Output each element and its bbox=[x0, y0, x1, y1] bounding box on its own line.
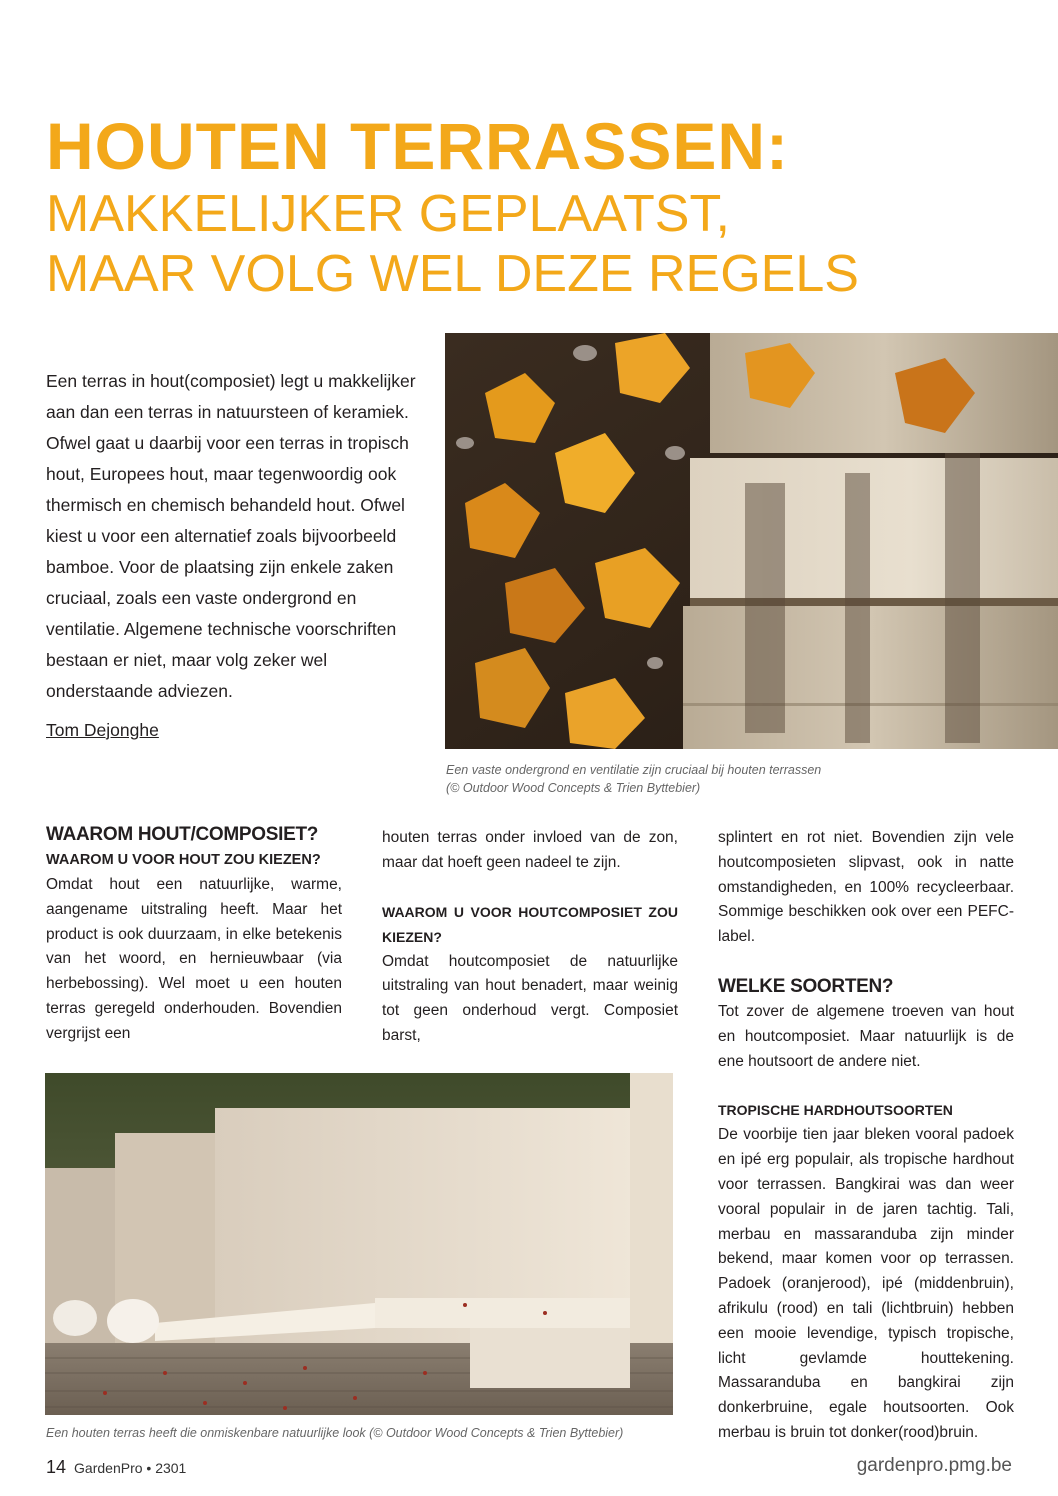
col3-paragraph-1: splintert en rot niet. Bovendien zijn vele houtcomposieten slipvast, ook in natte omstandigheden, en 100% recycleerbaar. Sommige beschikken ook over een PEFC-label. bbox=[718, 829, 1014, 946]
photo1-caption bbox=[446, 761, 1046, 797]
section-heading-types: WELKE SOORTEN? bbox=[718, 975, 894, 997]
headline-sub-line2: MAAR VOLG WEL DEZE REGELS bbox=[46, 245, 859, 303]
column-2 bbox=[382, 826, 678, 1049]
subheading-tropical-hardwood: TROPISCHE HARDHOUTSOORTEN bbox=[718, 1102, 953, 1119]
col2-paragraph-1: houten terras onder invloed van de zon, maar dat hoeft geen nadeel te zijn. bbox=[382, 829, 678, 871]
page-number: 14 bbox=[46, 1457, 67, 1477]
footer-url: gardenpro.pmg.be bbox=[856, 1455, 1012, 1476]
photo-terrace-bench bbox=[45, 1073, 673, 1415]
photo1-caption-line2: (© Outdoor Wood Concepts & Trien Byttebier) bbox=[446, 781, 701, 795]
col3-paragraph-2: Tot zover de algemene troeven van hout en houtcomposiet. Maar natuurlijk is de ene houtsoort de andere niet. bbox=[718, 1002, 1014, 1070]
subheading-why-wood: WAAROM U VOOR HOUT ZOU KIEZEN? bbox=[46, 852, 321, 868]
col2-paragraph-2: Omdat houtcomposiet de natuurlijke uitstraling van hout benadert, maar weinig tot geen onderhoud vergt. Composiet barst, bbox=[382, 952, 678, 1044]
headline-main: HOUTEN TERRASSEN: bbox=[46, 109, 790, 183]
intro-paragraph: Een terras in hout(composiet) legt u makkelijker aan dan een terras in natuursteen of keramiek. Ofwel gaat u daarbij voor een terras in tropisch hout, Europees hout, maar tegenwoordig ook thermisch en chemisch behandeld hout. Ofwel kiest u voor een alternatief zoals bijvoorbeeld bamboe. Voor de plaatsing zijn enkele zaken cruciaal, zoals een vaste ondergrond en ventilatie. Algemene technische voorschriften bestaan er niet, maar volg zeker wel onderstaande adviezen. bbox=[46, 371, 416, 701]
footer-left bbox=[46, 1457, 186, 1478]
col3-paragraph-3: De voorbije tien jaar bleken vooral padoek en ipé erg populair, als tropische hardhout voor terrassen. Bangkirai was dan weer vooral populair in de jaren tachtig. Tali, merbau en massaranduba zijn minder bekend, maar komen voor op terrassen. Padoek (oranjerood), ipé (middenbruin), afrikulu (rood) en tali (lichtbruin) hebben een mooie levendige, typisch tropische, licht gevlamde houttekening. Massaranduba en bangkirai zijn donkerbruine, egale houtsoorten. Ook merbau is bruin tot donker(rood)bruin. bbox=[718, 1126, 1014, 1441]
photo-leaves-deck bbox=[445, 333, 1058, 749]
column-1 bbox=[46, 822, 342, 1047]
column-3 bbox=[718, 826, 1014, 1446]
author-name: Tom Dejonghe bbox=[46, 720, 159, 740]
headline-sub-line1: MAKKELIJKER GEPLAATST, bbox=[46, 185, 730, 243]
photo2-caption: Een houten terras heeft die onmiskenbare natuurlijke look (© Outdoor Wood Concepts & Trien Byttebier) bbox=[46, 1426, 624, 1440]
col1-paragraph: Omdat hout een natuurlijke, warme, aangename uitstraling heeft. Maar het product is ook duurzaam, in elke betekenis van het woord, en hernieuwbaar (via herbebossing). Wel moet u een houten terras geregeld onderhouden. Bovendien vergrijst een bbox=[46, 876, 342, 1042]
subheading-why-composite: WAAROM U VOOR HOUTCOMPOSIET ZOU KIEZEN? bbox=[382, 903, 678, 945]
section-heading-why: WAAROM HOUT/COMPOSIET? bbox=[46, 824, 319, 845]
photo1-caption-line1: Een vaste ondergrond en ventilatie zijn cruciaal bij houten terrassen bbox=[446, 763, 822, 777]
magazine-issue: GardenPro • 2301 bbox=[74, 1460, 187, 1476]
